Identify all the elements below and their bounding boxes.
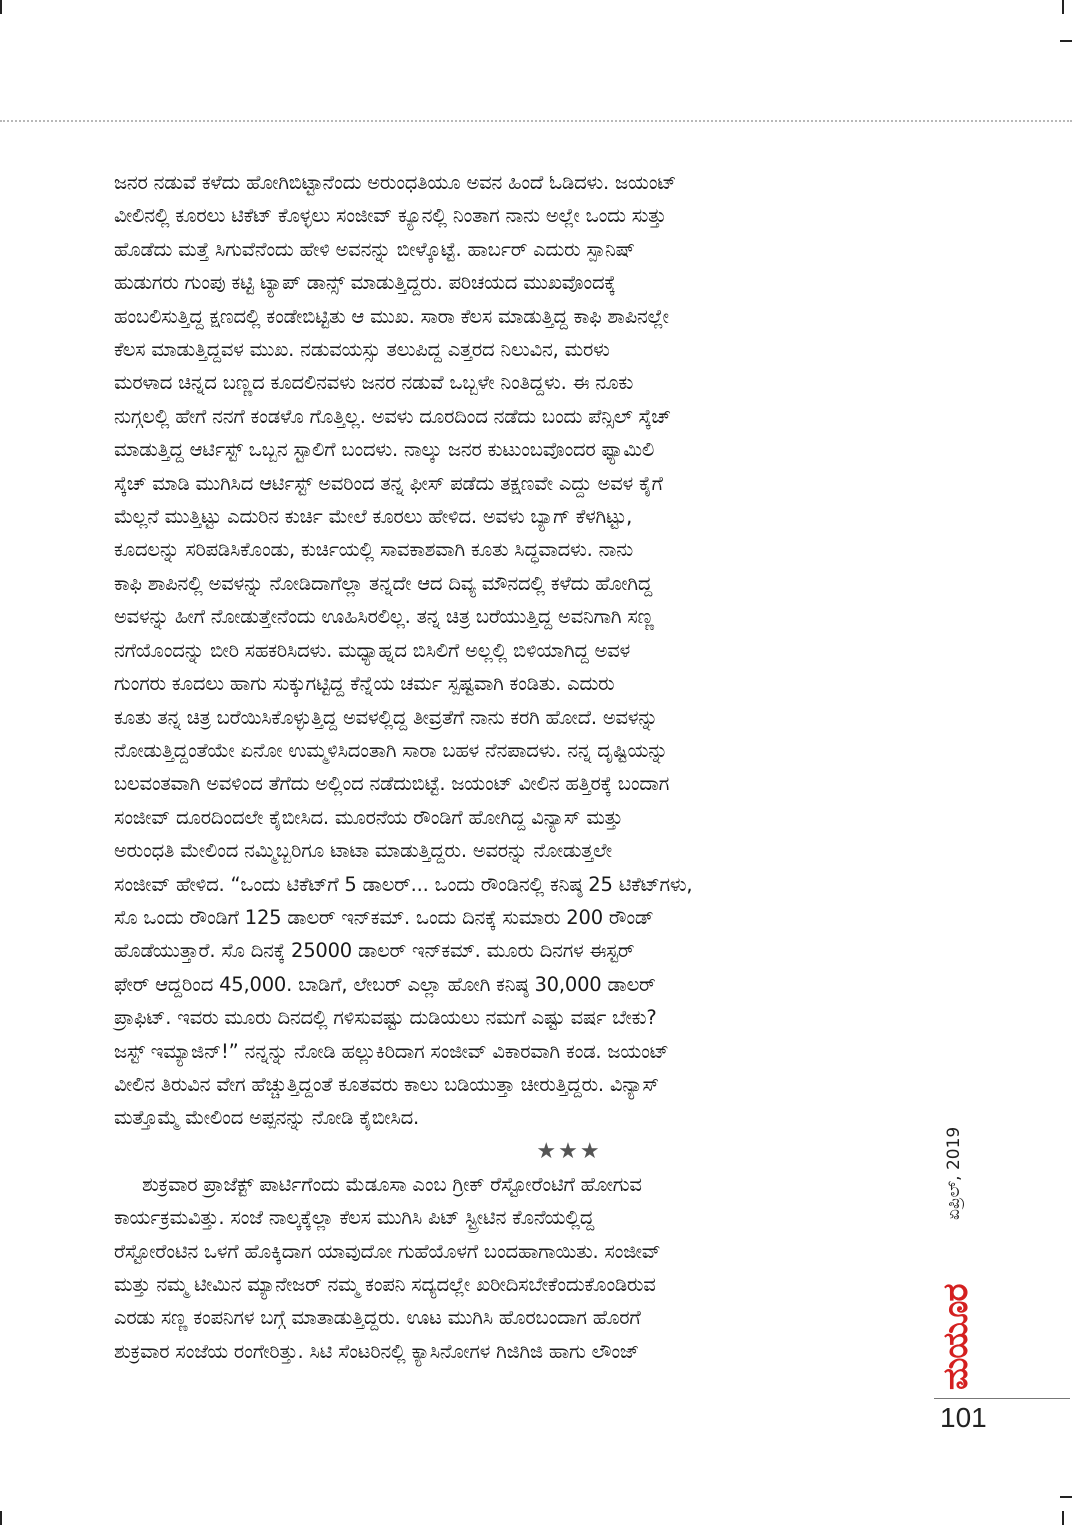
text-line: ಅವಳನ್ನು ಹೀಗೆ ನೋಡುತ್ತೇನೆಂದು ಊಹಿಸಿರಲಿಲ್ಲ. ತನ್ನ ಚಿತ್ರ ಬರೆಯುತ್ತಿದ್ದ ಅವನಿಗಾಗಿ ಸಣ್ಣ (114, 605, 654, 629)
text-line: ಸಂಜೀವ್ ಹೇಳಿದ. “ಒಂದು ಟಿಕೆಟ್‌ಗೆ 5 ಡಾಲರ್... ಒಂದು ರೌಂಡಿನಲ್ಲಿ ಕನಿಷ್ಠ 25 ಟಿಕೆಟ್‌ಗಳು, (114, 872, 693, 896)
text-line: ವೀಲಿನ ತಿರುವಿನ ವೇಗ ಹೆಚ್ಚುತ್ತಿದ್ದಂತೆ ಕೂತವರು ಕಾಲು ಬಡಿಯುತ್ತಾ ಚೀರುತ್ತಿದ್ದರು. ವಿನ್ಯಾಸ್ (114, 1072, 659, 1096)
text-line: ಬಲವಂತವಾಗಿ ಅವಳಿಂದ ತೆಗೆದು ಅಲ್ಲಿಂದ ನಡೆದುಬಿಟ್ಟೆ. ಜಯಂಟ್ ವೀಲಿನ ಹತ್ತಿರಕ್ಕೆ ಬಂದಾಗ (114, 772, 670, 796)
text-line: ಕೆಲಸ ಮಾಡುತ್ತಿದ್ದವಳ ಮುಖ. ನಡುವಯಸ್ಸು ತಲುಪಿದ್ದ ಎತ್ತರದ ನಿಲುವಿನ, ಮರಳು (114, 338, 610, 362)
crop-mark-bottom-left (0, 1511, 2, 1525)
text-line: ಮಾಡುತ್ತಿದ್ದ ಆರ್ಟಿಸ್ಟ್ ಒಬ್ಬನ ಸ್ಟಾಲಿಗೆ ಬಂದಳು. ನಾಲ್ಕು ಜನರ ಕುಟುಂಬವೊಂದರ ಫ್ಯಾಮಿಲಿ (114, 438, 655, 462)
text-line: ಜನರ ನಡುವೆ ಕಳೆದು ಹೋಗಿಬಿಟ್ಟಾನೆಂದು ಅರುಂಧತಿಯೂ ಅವನ ಹಿಂದೆ ಓಡಿದಳು. ಜಯಂಟ್ (114, 171, 677, 194)
text-line: ಹೊಡೆಯುತ್ತಾರೆ. ಸೊ ದಿನಕ್ಕೆ 25000 ಡಾಲರ್ ಇನ್‌ಕಮ್. ಮೂರು ದಿನಗಳ ಈಸ್ಟರ್ (114, 939, 635, 963)
text-line: ಶುಕ್ರವಾರ ಸಂಜೆಯ ರಂಗೇರಿತ್ತು. ಸಿಟಿ ಸೆಂಟರಿನಲ್ಲಿ ಕ್ಯಾಸಿನೋಗಳ ಗಿಜಿಗಿಜಿ ಹಾಗು ಲೌಂಜ್ (114, 1339, 640, 1363)
crop-mark-top-left (0, 0, 2, 14)
text-line: ನುಗ್ಗಲಲ್ಲಿ ಹೇಗೆ ನನಗೆ ಕಂಡಳೊ ಗೊತ್ತಿಲ್ಲ. ಅವಳು ದೂರದಿಂದ ನಡೆದು ಬಂದು ಪೆನ್ಸಿಲ್ ಸ್ಕೆಚ್ (114, 404, 671, 428)
crop-mark-top-right (1062, 0, 1064, 14)
crop-mark-right-lower (1060, 1496, 1072, 1498)
folio-rule (934, 1398, 1070, 1399)
issue-date: ಏಪ್ರಿಲ್, 2019 (944, 1126, 964, 1220)
paragraph-1 (114, 166, 904, 1135)
text-line: ಕೂದಲನ್ನು ಸರಿಪಡಿಸಿಕೊಂಡು, ಕುರ್ಚಿಯಲ್ಲಿ ಸಾವಕಾಶವಾಗಿ ಕೂತು ಸಿದ್ಧವಾದಳು. ನಾನು (114, 538, 633, 562)
text-line: ಕಾಫಿ ಶಾಪಿನಲ್ಲಿ ಅವಳನ್ನು ನೋಡಿದಾಗೆಲ್ಲಾ ತನ್ನದೇ ಆದ ದಿವ್ಯ ಮೌನದಲ್ಲಿ ಕಳೆದು ಹೋಗಿದ್ದ (114, 571, 653, 595)
text-line: ಶುಕ್ರವಾರ ಪ್ರಾಜೆಕ್ಟ್ ಪಾರ್ಟಿಗೆಂದು ಮೆಡೂಸಾ ಎಂಬ ಗ್ರೀಕ್ ರೆಸ್ಟೋರೆಂಟಿಗೆ ಹೋಗುವ (142, 1172, 642, 1196)
crop-mark-right-upper (1060, 40, 1072, 42)
text-line: ವೀಲಿನಲ್ಲಿ ಕೂರಲು ಟಿಕೆಟ್ ಕೊಳ್ಳಲು ಸಂಜೀವ್ ಕ್ಯೂನಲ್ಲಿ ನಿಂತಾಗ ನಾನು ಅಲ್ಲೇ ಒಂದು ಸುತ್ತು (114, 204, 667, 228)
text-line: ಮರಳಾದ ಚಿನ್ನದ ಬಣ್ಣದ ಕೂದಲಿನವಳು ಜನರ ನಡುವೆ ಒಬ್ಬಳೇ ನಿಂತಿದ್ದಳು. ಈ ನೂಕು (114, 371, 634, 395)
section-separator: ★★★ (536, 1138, 602, 1164)
crop-mark-bottom-right (1062, 1511, 1064, 1525)
text-line: ಮತ್ತೊಮ್ಮೆ ಮೇಲಿಂದ ಅಪ್ಪನನ್ನು ನೋಡಿ ಕೈಬೀಸಿದ. (114, 1106, 419, 1130)
magazine-logo: ಮಯೂರ (936, 1284, 976, 1390)
text-line: ನಗೆಯೊಂದನ್ನು ಬೀರಿ ಸಹಕರಿಸಿದಳು. ಮಧ್ಯಾಹ್ನದ ಬಿಸಿಲಿಗೆ ಅಲ್ಲಲ್ಲಿ ಬಿಳಿಯಾಗಿದ್ದ ಅವಳ (114, 638, 630, 662)
text-line: ನೋಡುತ್ತಿದ್ದಂತೆಯೇ ಏನೋ ಉಮ್ಮಳಿಸಿದಂತಾಗಿ ಸಾರಾ ಬಹಳ ನೆನಪಾದಳು. ನನ್ನ ದೃಷ್ಟಿಯನ್ನು (114, 738, 668, 762)
text-line: ಸೊ ಒಂದು ರೌಂಡಿಗೆ 125 ಡಾಲರ್ ಇನ್‌ಕಮ್. ಒಂದು ದಿನಕ್ಕೆ ಸುಮಾರು 200 ರೌಂಡ್ (114, 905, 654, 929)
text-line: ಹುಡುಗರು ಗುಂಪು ಕಟ್ಟಿ ಟ್ಯಾಪ್ ಡಾನ್ಸ್ ಮಾಡುತ್ತಿದ್ದರು. ಪರಿಚಯದ ಮುಖವೊಂದಕ್ಕೆ (114, 271, 616, 295)
text-line: ರೆಸ್ಟೋರೆಂಟಿನ ಒಳಗೆ ಹೊಕ್ಕಿದಾಗ ಯಾವುದೋ ಗುಹೆಯೊಳಗೆ ಬಂದಹಾಗಾಯಿತು. ಸಂಜೀವ್ (114, 1239, 661, 1263)
text-line: ಕೂತು ತನ್ನ ಚಿತ್ರ ಬರೆಯಿಸಿಕೊಳ್ಳುತ್ತಿದ್ದ ಅವಳಲ್ಲಿದ್ದ ತೀವ್ರತೆಗೆ ನಾನು ಕರಗಿ ಹೋದೆ. ಅವಳನ್ನು (114, 705, 658, 729)
paragraph-2 (114, 1168, 904, 1368)
text-line: ಮೆಲ್ಲನೆ ಮುತ್ತಿಟ್ಟು ಎದುರಿನ ಕುರ್ಚಿ ಮೇಲೆ ಕೂರಲು ಹೇಳಿದ. ಅವಳು ಬ್ಯಾಗ್ ಕೆಳಗಿಟ್ಟು, (114, 505, 633, 529)
text-line: ಫೇರ್ ಆದ್ದರಿಂದ 45,000. ಬಾಡಿಗೆ, ಲೇಬರ್ ಎಲ್ಲಾ ಹೋಗಿ ಕನಿಷ್ಠ 30,000 ಡಾಲರ್ (114, 972, 656, 996)
text-line: ಸಂಜೀವ್ ದೂರದಿಂದಲೇ ಕೈಬೀಸಿದ. ಮೂರನೆಯ ರೌಂಡಿಗೆ ಹೋಗಿದ್ದ ವಿನ್ಯಾಸ್ ಮತ್ತು (114, 805, 623, 829)
text-line: ಹೊಡೆದು ಮತ್ತೆ ಸಿಗುವೆನೆಂದು ಹೇಳಿ ಅವನನ್ನು ಬೀಳ್ಕೊಟ್ಟೆ. ಹಾರ್ಬರ್ ಎದುರು ಸ್ಪಾನಿಷ್ (114, 237, 635, 261)
text-line: ಪ್ರಾಫಿಟ್. ಇವರು ಮೂರು ದಿನದಲ್ಲಿ ಗಳಿಸುವಷ್ಟು ದುಡಿಯಲು ನಮಗೆ ಎಷ್ಟು ವರ್ಷ ಬೇಕು? (114, 1006, 657, 1030)
text-line: ಜಸ್ಟ್ ಇಮ್ಯಾಜಿನ್!” ನನ್ನನ್ನು ನೋಡಿ ಹಲ್ಲುಕಿರಿದಾಗ ಸಂಜೀವ್ ವಿಕಾರವಾಗಿ ಕಂಡ. ಜಯಂಟ್ (114, 1039, 669, 1063)
text-column (114, 166, 904, 1368)
text-line: ಅರುಂಧತಿ ಮೇಲಿಂದ ನಮ್ಮಿಬ್ಬರಿಗೂ ಟಾಟಾ ಮಾಡುತ್ತಿದ್ದರು. ಅವರನ್ನು ನೋಡುತ್ತಲೇ (114, 839, 612, 863)
header-dotted-rule (0, 120, 1072, 122)
text-line: ಎರಡು ಸಣ್ಣ ಕಂಪನಿಗಳ ಬಗ್ಗೆ ಮಾತಾಡುತ್ತಿದ್ದರು. ಊಟ ಮುಗಿಸಿ ಹೊರಬಂದಾಗ ಹೊರಗೆ (114, 1306, 641, 1330)
text-line: ಮತ್ತು ನಮ್ಮ ಟೀಮಿನ ಮ್ಯಾನೇಜರ್ ನಮ್ಮ ಕಂಪನಿ ಸದ್ಯದಲ್ಲೇ ಖರೀದಿಸಬೇಕೆಂದುಕೊಂಡಿರುವ (114, 1273, 656, 1296)
text-line: ಕಾರ್ಯಕ್ರಮವಿತ್ತು. ಸಂಜೆ ನಾಲ್ಕಕ್ಕೆಲ್ಲಾ ಕೆಲಸ ಮುಗಿಸಿ ಪಿಟ್ ಸ್ಟ್ರೀಟಿನ ಕೊನೆಯಲ್ಲಿದ್ದ (114, 1206, 595, 1230)
text-line: ಗುಂಗರು ಕೂದಲು ಹಾಗು ಸುಕ್ಕುಗಟ್ಟಿದ್ದ ಕೆನ್ನೆಯ ಚರ್ಮ ಸ್ಪಷ್ಟವಾಗಿ ಕಂಡಿತು. ಎದುರು (114, 672, 615, 696)
text-line: ಸ್ಕೆಚ್ ಮಾಡಿ ಮುಗಿಸಿದ ಆರ್ಟಿಸ್ಟ್ ಅವರಿಂದ ತನ್ನ ಫೀಸ್ ಪಡೆದು ತಕ್ಷಣವೇ ಎದ್ದು ಅವಳ ಕೈಗೆ (114, 471, 663, 495)
page-number: 101 (940, 1402, 987, 1433)
text-line: ಹಂಬಲಿಸುತ್ತಿದ್ದ ಕ್ಷಣದಲ್ಲಿ ಕಂಡೇಬಿಟ್ಟಿತು ಆ ಮುಖ. ಸಾರಾ ಕೆಲಸ ಮಾಡುತ್ತಿದ್ದ ಕಾಫಿ ಶಾಪಿನಲ್ಲೇ (114, 304, 669, 328)
